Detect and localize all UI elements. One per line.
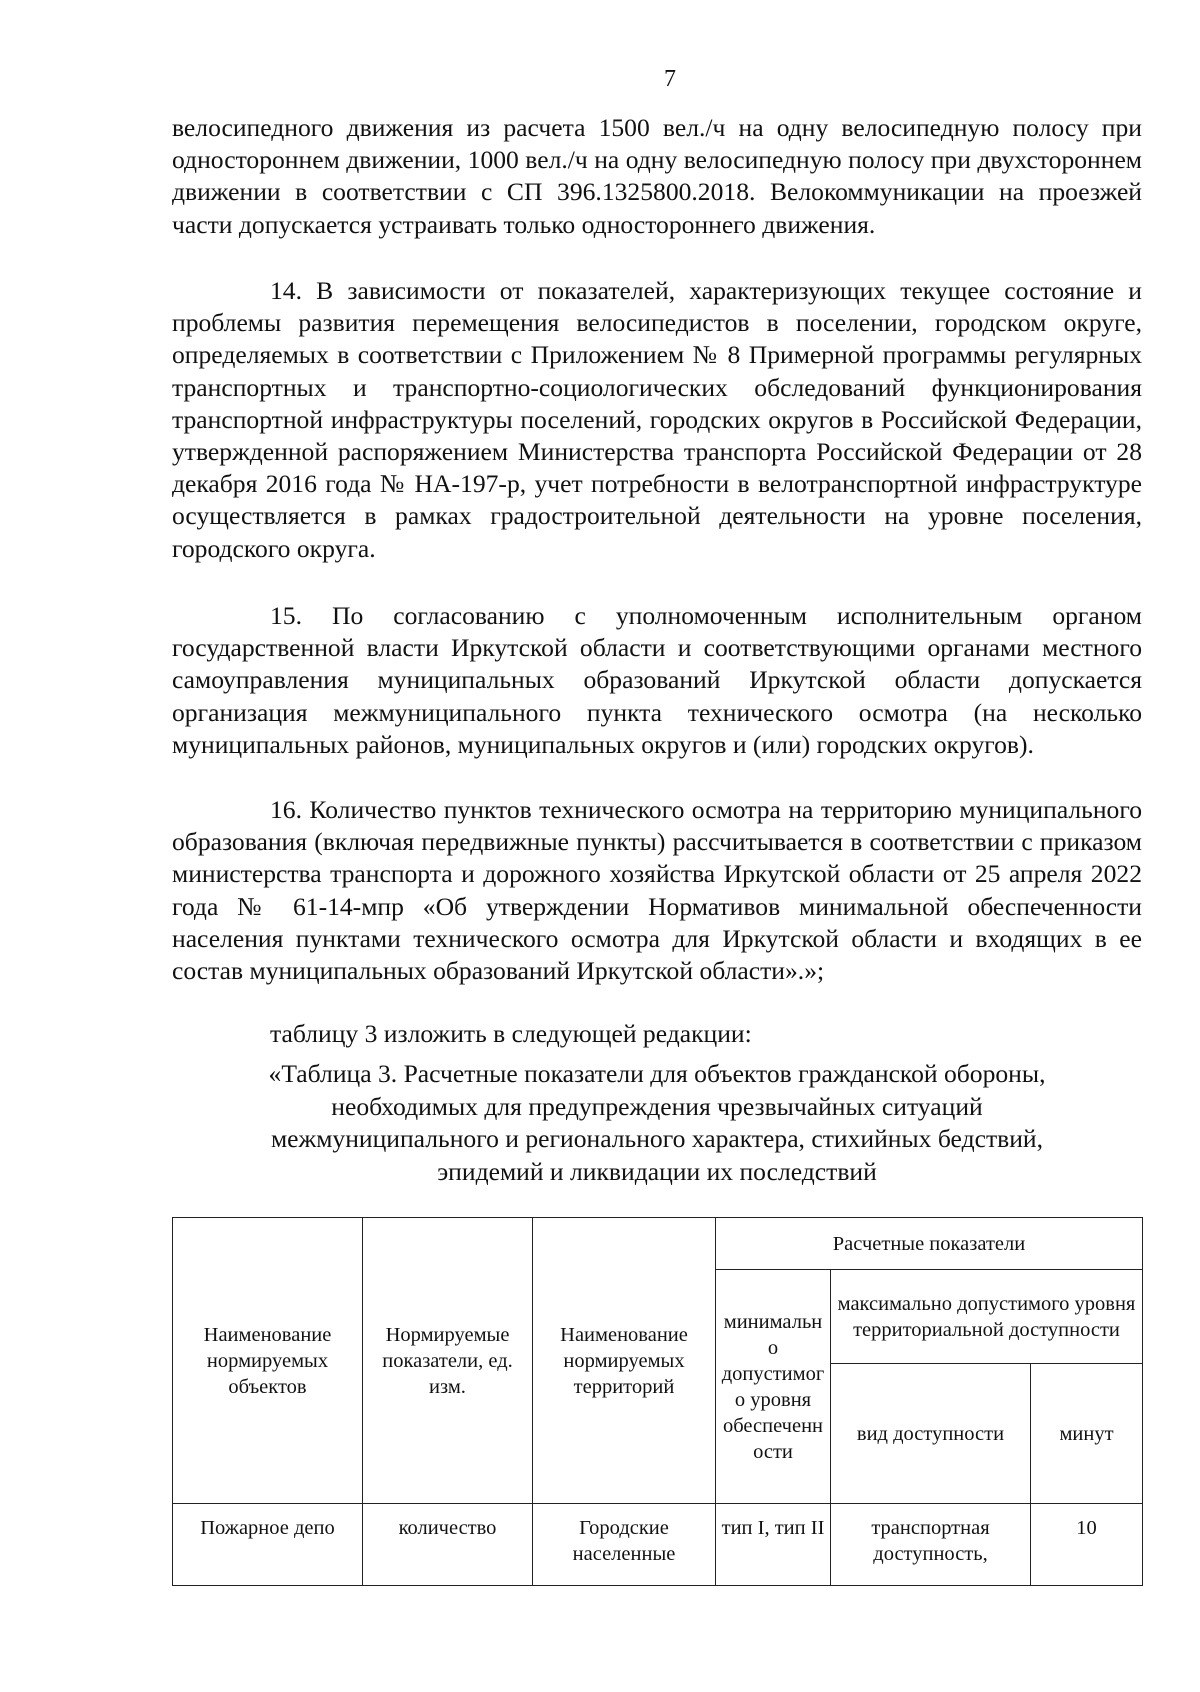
header-minutes: минут: [1031, 1364, 1143, 1504]
paragraph-13-continuation: велосипедного движения из расчета 1500 вел./ч на одну велосипедную полосу при одностороннем движении, 1000 вел./ч на одну велосипедную полосу при двухстороннем движении в соответствии с СП 396.1325800.2018. Велокоммуникации на проезжей части допускается устраивать только одностороннего движения.: [172, 113, 1142, 239]
cell-object: Пожарное депо: [173, 1504, 363, 1586]
header-territories: Наименование нормируемых территорий: [533, 1218, 716, 1504]
header-indicators: Нормируемые показатели, ед. изм.: [363, 1218, 533, 1504]
header-objects: Наименование нормируемых объектов: [173, 1218, 363, 1504]
header-min-level: минимально допустимого уровня обеспеченности: [716, 1270, 831, 1504]
paragraph-15: 15. По согласованию с уполномоченным исполнительным органом государственной власти Иркутской области и соответствующими органами местного самоуправления муниципальных образований Иркутской области допускается организация межмуниципального пункта технического осмотра (на несколько муниципальных районов, муниципальных округов и (или) городских округов).: [172, 601, 1142, 759]
cell-min-level: тип I, тип II: [716, 1504, 831, 1586]
cell-territory: Городские населенные: [533, 1504, 716, 1586]
paragraph-16: 16. Количество пунктов технического осмотра на территорию муниципального образования (включая передвижные пункты) рассчитывается в соответствии с приказом министерства транспорта и дорожного хозяйства Иркутской области от 25 апреля 2022 года № 61-14-мпр «Об утверждении Нормативов минимальной обеспеченности населения пунктами технического осмотра для Иркутской области и входящих в ее состав муниципальных образований Иркутской области».»;: [172, 795, 1142, 986]
header-max-access: максимально допустимого уровня территориальной доступности: [831, 1270, 1143, 1364]
cell-indicator: количество: [363, 1504, 533, 1586]
amendment-lead-line: таблицу 3 изложить в следующей редакции:: [270, 1019, 752, 1048]
table-caption: [172, 1058, 1142, 1188]
table-caption-line: межмуниципального и регионального характера, стихийных бедствий,: [270, 1124, 1044, 1153]
table-caption-line: необходимых для предупреждения чрезвычайных ситуаций: [331, 1091, 983, 1121]
header-access-type: вид доступности: [831, 1364, 1031, 1504]
table-row: [173, 1504, 1143, 1586]
table-caption-line: эпидемий и ликвидации их последствий: [437, 1156, 877, 1186]
header-calculated: Расчетные показатели: [716, 1218, 1143, 1270]
page-number: 7: [664, 66, 676, 92]
paragraph-14: 14. В зависимости от показателей, характеризующих текущее состояние и проблемы развития перемещения велосипедистов в поселении, городском округе, определяемых в соответствии с Приложением № 8 Примерной программы регулярных транспортных и транспортно-социологических обследований функционирования транспортной инфраструктуры поселений, городских округов в Российской Федерации, утвержденной распоряжением Министерства транспорта Российской Федерации от 28 декабря 2016 года № НА-197-р, учет потребности в велотранспортной инфраструктуре осуществляется в рамках градостроительной деятельности на уровне поселения, городского округа.: [172, 276, 1142, 563]
table-caption-line: «Таблица 3. Расчетные показатели для объектов гражданской обороны,: [268, 1059, 1046, 1088]
norms-table: [172, 1217, 1143, 1586]
cell-minutes: 10: [1031, 1504, 1143, 1586]
cell-access-type: транспортная доступность,: [831, 1504, 1031, 1586]
